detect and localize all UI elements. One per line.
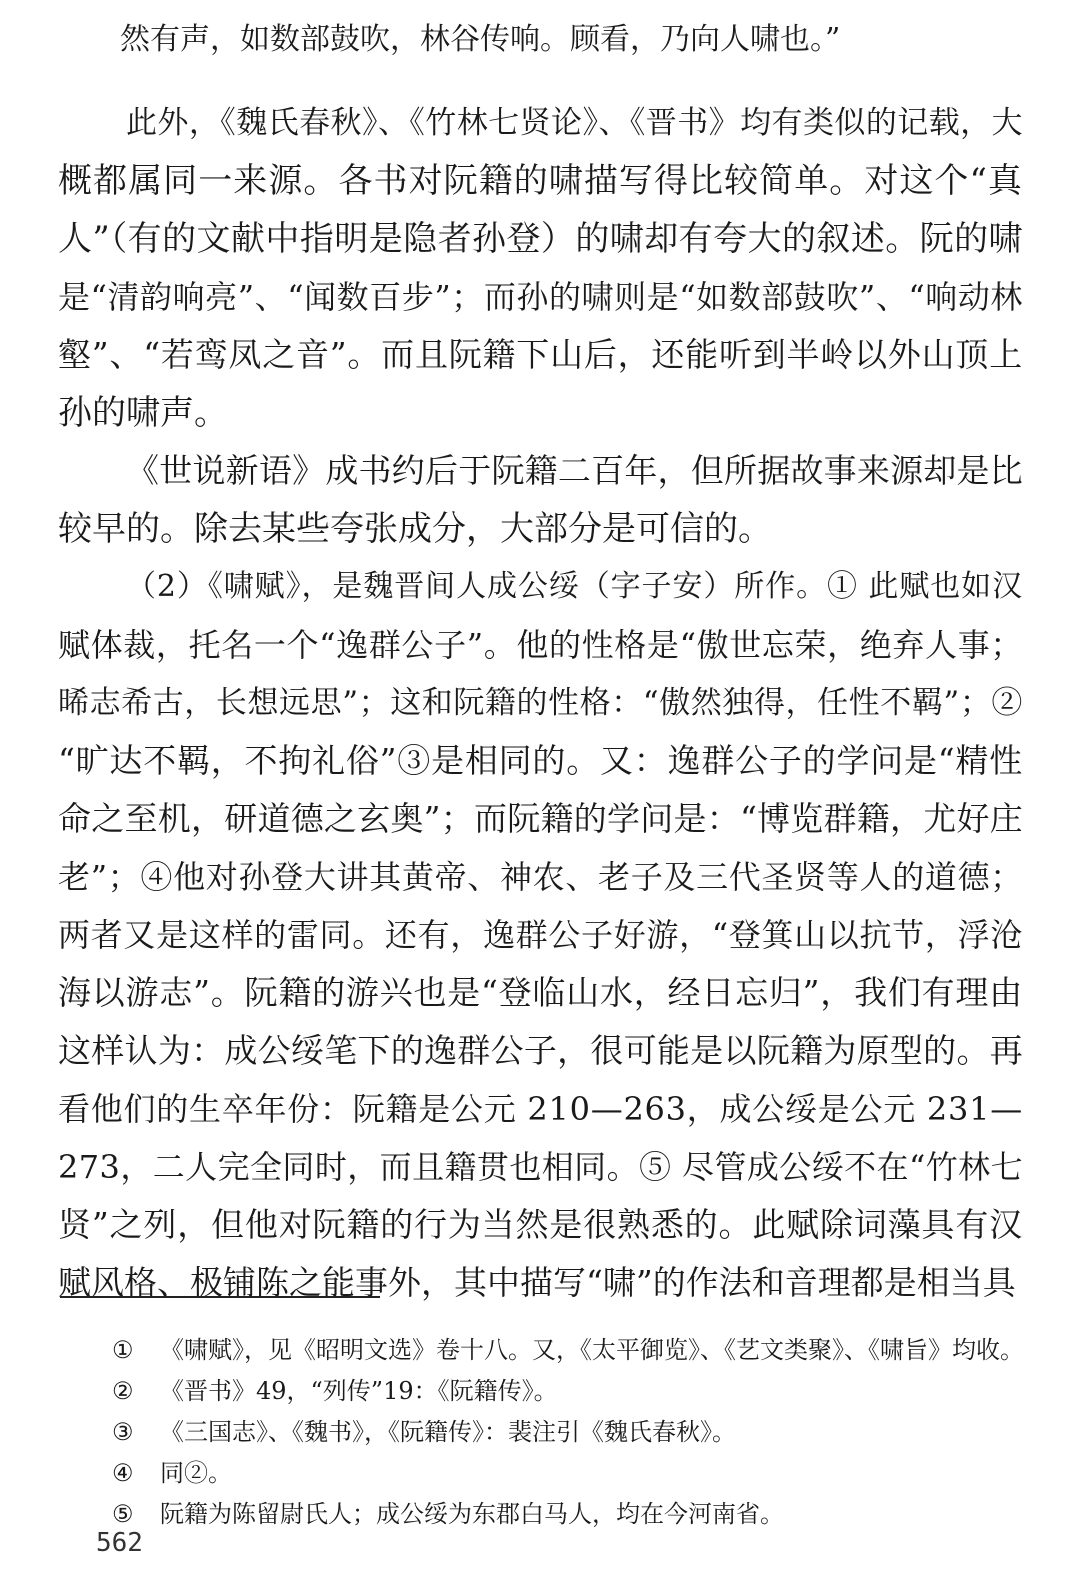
text-line: 人”（有的文献中指明是隐者孙登）的啸却有夸大的叙述。阮的啸: [58, 219, 1023, 259]
text-line: 赋体裁，托名一个“逸群公子”。他的性格是“傲世忘荣，绝弃人事；: [58, 626, 1023, 664]
page-number: 562: [96, 1528, 143, 1558]
text-line: 概都属同一来源。各书对阮籍的啸描写得比较简单。对这个“真: [58, 161, 1023, 201]
footnote-mark: ①: [112, 1336, 134, 1364]
text-line: 命之至机，研道德之玄奥”；而阮籍的学问是：“博览群籍，尤好庄: [58, 799, 1023, 838]
footnote-mark: ④: [112, 1459, 134, 1487]
footnote-divider: [60, 1296, 380, 1298]
text-line: 老”；④他对孙登大讲其黄帝、神农、老子及三代圣贤等人的道德；: [58, 858, 1023, 896]
footnote-text: 《啸赋》，见《昭明文选》卷十八。又，《太平御览》、《艺文类聚》、《啸旨》均收。: [160, 1336, 1024, 1364]
text-line: 273，二人完全同时，而且籍贯也相同。⑤ 尽管成公绥不在“竹林七: [58, 1148, 1023, 1186]
text-line: 海以游志”。阮籍的游兴也是“登临山水，经日忘归”，我们有理由: [58, 973, 1023, 1012]
footnote: [112, 1371, 1032, 1412]
footnote: [112, 1494, 1032, 1535]
text-line: 晞志希古，长想远思”；这和阮籍的性格：“傲然独得，任性不羁”；②: [58, 685, 1023, 721]
text-line: 两者又是这样的雷同。还有，逸群公子好游，“登箕山以抗节，浮沧: [58, 916, 1023, 954]
footnote-mark: ⑤: [112, 1500, 134, 1528]
footnote-mark: ③: [112, 1418, 134, 1446]
footnote-mark: ②: [112, 1377, 134, 1405]
text-line: 赋风格、极铺陈之能事外，其中描写“啸”的作法和音理都是相当具: [58, 1263, 1016, 1302]
footnote-text: 《三国志》、《魏书》，《阮籍传》：裴注引《魏氏春秋》。: [160, 1418, 736, 1446]
text-line: 看他们的生卒年份：阮籍是公元 210—263，成公绥是公元 231—: [58, 1090, 1023, 1128]
text-line: 这样认为：成公绥笔下的逸群公子，很可能是以阮籍为原型的。再: [58, 1031, 1023, 1070]
text-line: 较早的。除去某些夸张成分，大部分是可信的。: [58, 509, 772, 549]
text-line: 是“清韵响亮”、“闻数百步”；而孙的啸则是“如数部鼓吹”、“响动林: [58, 278, 1023, 316]
footnotes: [112, 1330, 1032, 1535]
text-line: 孙的啸声。: [58, 393, 228, 433]
footnote: [112, 1453, 1032, 1494]
text-line: 贤”之列，但他对阮籍的行为当然是很熟悉的。此赋除词藻具有汉: [58, 1205, 1023, 1244]
text-line: 然有声，如数部鼓吹，林谷传响。顾看，乃向人啸也。”: [120, 22, 841, 57]
footnote-text: 同②。: [160, 1459, 232, 1487]
text-line: “旷达不羁，不拘礼俗”③是相同的。又：逸群公子的学问是“精性: [58, 741, 1023, 780]
footnote-text: 《晋书》49，“列传”19：《阮籍传》。: [160, 1377, 558, 1405]
footnote: [112, 1330, 1032, 1371]
text-line: 壑”、“若鸾凤之音”。而且阮籍下山后，还能听到半岭以外山顶上: [58, 335, 1023, 374]
text-line: 此外，《魏氏春秋》、《竹林七贤论》、《晋书》均有类似的记载，大: [126, 105, 1023, 141]
main-text: [58, 14, 1023, 1312]
text-line: （2）《啸赋》，是魏晋间人成公绥（字子安）所作。① 此赋也如汉: [126, 569, 1023, 604]
text-line: 《世说新语》成书约后于阮籍二百年，但所据故事来源却是比: [126, 451, 1023, 490]
footnote-text: 阮籍为陈留尉氏人；成公绥为东郡白马人，均在今河南省。: [160, 1500, 784, 1528]
footnote: [112, 1412, 1032, 1453]
